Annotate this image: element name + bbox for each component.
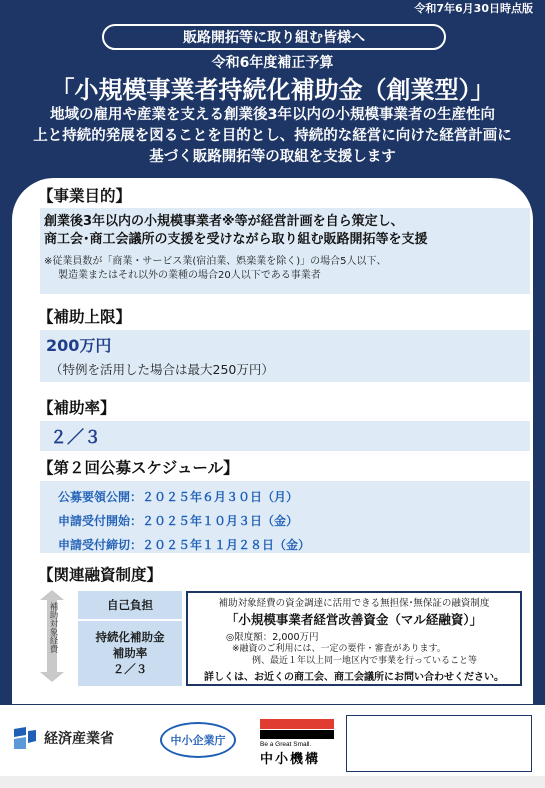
purpose-note [44, 255, 387, 283]
loan-note: ※融資のご利用には、一定の要件・審査があります。 [232, 644, 446, 654]
meti-logo-icon [12, 725, 38, 751]
loan-limit: ◎限度額：2,000万円 [226, 632, 319, 643]
description-line: 地域の雇用や産業を支える創業後3年以内の小規模事業者の生産性向 [49, 107, 496, 123]
rate-band [40, 421, 530, 451]
purpose-line: 創業後3年以内の小規模事業者※等が経営計画を自ら策定し、 [44, 214, 404, 229]
vertical-label: 補助対象経費 [48, 602, 58, 653]
limit-note: （特例を活用した場合は最大250万円） [50, 362, 274, 377]
main-title: 「小規模事業者持続化補助金（創業型）」 [50, 76, 495, 104]
loan-title: 「小規模事業者経営改善資金（マル経融資）」 [225, 612, 483, 627]
version-date: 令和7年6月30日時点版 [414, 2, 533, 15]
self-burden-box: 自己負担 [78, 591, 182, 619]
smrj-logo-bar [260, 730, 334, 739]
subsidy-line: ２／３ [112, 662, 148, 676]
smrj-logo-bar [260, 719, 334, 729]
budget-label: 令和6年度補正予算 [211, 55, 334, 71]
financing-heading: 【関連融資制度】 [38, 566, 163, 584]
chusho-logo [160, 722, 236, 758]
purpose-note-line: ※従業員数が「商業・サービス業(宿泊業、娯楽業を除く)」の場合5人以下、 [44, 256, 387, 267]
rate-heading: 【補助率】 [38, 399, 116, 417]
schedule-heading: 【第２回公募スケジュール】 [38, 459, 239, 477]
description-line: 上と持続的発展を図ることを目的とし、持続的な経営に向けた経営計画に [33, 128, 512, 144]
schedule-item: 申請受付締切：２０２５年１１月２８日（金） [58, 538, 311, 552]
smrj-logo-text: 中小機構 [260, 752, 321, 767]
purpose-text [44, 213, 428, 249]
subsidy-box [78, 621, 182, 686]
chusho-logo-text: 中小企業庁 [170, 734, 226, 747]
rate-value: ２／３ [50, 428, 101, 448]
purpose-heading: 【事業目的】 [38, 187, 132, 205]
contact-box [346, 715, 532, 772]
limit-heading: 【補助上限】 [38, 308, 132, 326]
description [0, 105, 545, 168]
purpose-note-line: 製造業またはそれ以外の業種の場合20人以下である事業者 [58, 270, 321, 281]
meti-logo-text: 経済産業省 [44, 731, 114, 747]
loan-box [186, 591, 522, 686]
subsidy-line: 補助率 [112, 646, 148, 660]
subsidy-line: 持続化補助金 [95, 630, 165, 644]
smrj-tagline: Be a Great Small. [260, 741, 312, 748]
loan-note: 例、最近１年以上同一地区内で事業を行っていること等 [252, 656, 478, 666]
description-line: 基づく販路開拓等の取組を支援します [149, 149, 396, 165]
footer-strip [0, 776, 545, 788]
loan-caption: 補助対象経費の資金調達に活用できる無担保･無保証の融資制度 [218, 598, 490, 609]
audience-pill: 販路開拓等に取り組む皆様へ [102, 24, 446, 50]
schedule-item: 申請受付開始：２０２５年１０月３日（金） [58, 514, 299, 528]
purpose-line: 商工会･商工会議所の支援を受けながら取り組む販路開拓等を支援 [44, 232, 428, 247]
schedule-item: 公募要領公開：２０２５年６月３０日（月） [58, 490, 299, 504]
smrj-logo [260, 719, 334, 767]
loan-contact: 詳しくは、お近くの商工会、商工会議所にお問い合わせください。 [204, 672, 504, 683]
limit-amount: 200万円 [46, 336, 112, 355]
meti-logo [12, 725, 114, 751]
